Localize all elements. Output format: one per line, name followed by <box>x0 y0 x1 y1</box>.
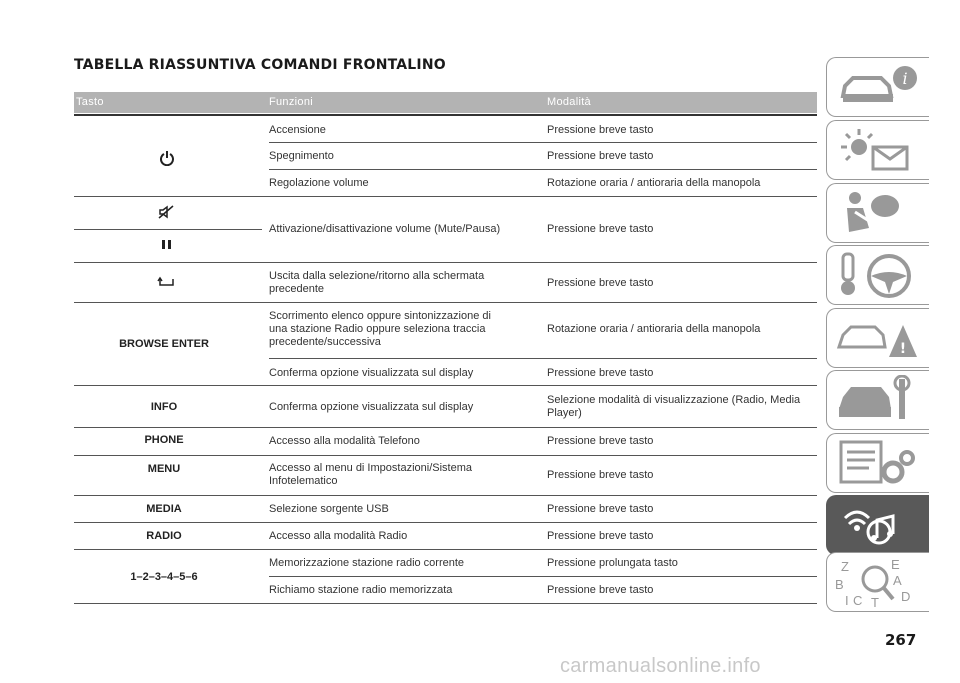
row-function: Accesso al menu di Impostazioni/Sistema <box>269 462 472 474</box>
row-mode: Pressione breve tasto <box>547 223 654 235</box>
mute-icon <box>155 204 179 220</box>
svg-text:!: ! <box>899 341 907 357</box>
key-media: MEDIA <box>146 503 182 515</box>
power-icon <box>155 150 179 166</box>
driving-tab[interactable] <box>826 245 929 305</box>
header-tasto: Tasto <box>76 96 104 108</box>
group-divider <box>74 522 817 523</box>
header-divider <box>74 114 817 116</box>
row-mode: Player) <box>547 407 582 419</box>
key-phone: PHONE <box>144 434 184 446</box>
index-letter: Z <box>841 559 849 574</box>
row-function: precedente/successiva <box>269 336 381 348</box>
emergency-icon <box>833 313 923 363</box>
key-info: INFO <box>150 401 178 413</box>
page-title: TABELLA RIASSUNTIVA COMANDI FRONTALINO <box>74 57 446 73</box>
index-letter: I <box>845 593 849 607</box>
key-radio: RADIO <box>146 530 182 542</box>
index-tab[interactable] <box>826 552 929 612</box>
row-mode: Pressione breve tasto <box>547 435 654 447</box>
row-divider <box>269 142 817 143</box>
key-presets: 1–2–3–4–5–6 <box>130 571 198 583</box>
airbag-icon <box>833 188 923 238</box>
header-modalita: Modalità <box>547 96 591 108</box>
watermark: carmanualsonline.info <box>560 655 761 677</box>
index-letter: E <box>891 557 900 572</box>
index-letter: B <box>835 577 844 592</box>
multimedia-tab[interactable] <box>826 495 929 555</box>
page-number: 267 <box>885 631 917 649</box>
row-mode: Pressione breve tasto <box>547 584 654 596</box>
row-mode: Pressione breve tasto <box>547 469 654 481</box>
row-mode: Pressione breve tasto <box>547 150 654 162</box>
index-letter: C <box>853 593 863 607</box>
svg-text:i: i <box>902 69 908 88</box>
key-divider <box>74 229 262 230</box>
index-letter: T <box>871 595 879 607</box>
emergency-tab[interactable] <box>826 308 929 368</box>
car-info-tab[interactable] <box>826 57 929 117</box>
row-divider <box>269 576 817 577</box>
row-function: Conferma opzione visualizzata sul display <box>269 401 474 413</box>
steering-wheel-icon <box>833 250 923 300</box>
row-mode: Pressione breve tasto <box>547 277 654 289</box>
row-function: Richiamo stazione radio memorizzata <box>269 584 453 596</box>
row-function: una stazione Radio oppure seleziona traccia <box>269 323 486 335</box>
row-function: Accesso alla modalità Telefono <box>269 435 420 447</box>
table-header <box>74 92 817 113</box>
car-info-icon <box>833 62 923 112</box>
group-divider <box>74 196 817 197</box>
row-mode: Pressione prolungata tasto <box>547 557 678 569</box>
table-bottom-divider <box>74 603 817 604</box>
row-mode: Pressione breve tasto <box>547 503 654 515</box>
multimedia-icon <box>833 500 923 550</box>
row-function: Regolazione volume <box>269 177 369 189</box>
row-function: Accensione <box>269 124 326 136</box>
row-function: Spegnimento <box>269 150 334 162</box>
row-function: Selezione sorgente USB <box>269 503 389 515</box>
group-divider <box>74 302 817 303</box>
maintenance-tab[interactable] <box>826 370 929 430</box>
index-icon <box>833 557 923 607</box>
row-function: Infotelematico <box>269 475 338 487</box>
technical-data-tab[interactable] <box>826 433 929 493</box>
row-function: Memorizzazione stazione radio corrente <box>269 557 465 569</box>
maintenance-icon <box>833 375 923 425</box>
technical-data-icon <box>833 438 923 488</box>
group-divider <box>74 262 817 263</box>
row-divider <box>269 358 817 359</box>
row-function: precedente <box>269 283 325 295</box>
row-function: Accesso alla modalità Radio <box>269 530 408 542</box>
warning-lights-tab[interactable] <box>826 120 929 180</box>
row-function: Uscita dalla selezione/ritorno alla schermata <box>269 270 485 282</box>
group-divider <box>74 549 817 550</box>
row-mode: Pressione breve tasto <box>547 124 654 136</box>
row-divider <box>269 169 817 170</box>
group-divider <box>74 495 817 496</box>
row-mode: Selezione modalità di visualizzazione (Radio, Media <box>547 394 801 406</box>
row-function: Scorrimento elenco oppure sintonizzazione di <box>269 310 491 322</box>
key-menu: MENU <box>147 463 181 475</box>
back-arrow-icon <box>155 275 179 291</box>
index-letter: D <box>901 589 911 604</box>
row-function: Attivazione/disattivazione volume (Mute/Pausa) <box>269 223 501 235</box>
key-browse-enter: BROWSE ENTER <box>119 338 209 350</box>
group-divider <box>74 385 817 386</box>
row-mode: Pressione breve tasto <box>547 530 654 542</box>
pause-icon <box>155 237 179 253</box>
row-function: Conferma opzione visualizzata sul display <box>269 367 474 379</box>
header-funzioni: Funzioni <box>269 96 313 108</box>
row-mode: Pressione breve tasto <box>547 367 654 379</box>
index-letter: A <box>893 573 902 588</box>
warning-lights-icon <box>833 125 923 175</box>
row-mode: Rotazione oraria / antioraria della manopola <box>547 323 761 335</box>
row-mode: Rotazione oraria / antioraria della manopola <box>547 177 761 189</box>
group-divider <box>74 455 817 456</box>
safety-tab[interactable] <box>826 183 929 243</box>
group-divider <box>74 427 817 428</box>
